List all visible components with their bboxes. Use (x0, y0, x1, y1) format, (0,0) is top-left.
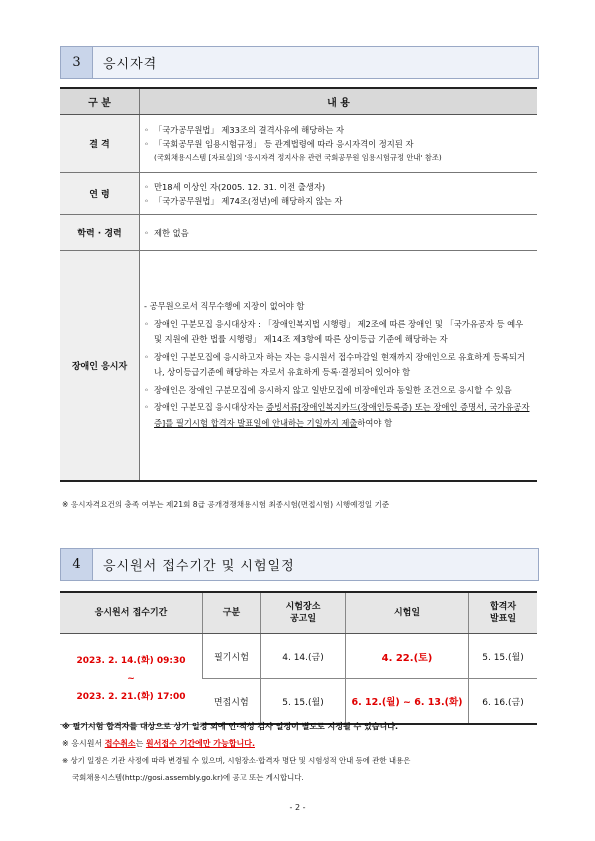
written-result-date: 5. 15.(월) (469, 634, 538, 679)
section-4-title: 응시원서 접수기간 및 시험일정 (103, 559, 295, 574)
period-end: 2023. 2. 21.(화) 17:00 (76, 691, 186, 702)
period-tilde: ~ (127, 673, 135, 684)
disabled-item-1: 장애인 구분모집 응시대상자 : 「장애인복지법 시행령」 제2조에 따른 장애인 및 「국가유공자 등 예우 및 지원에 관한 법률 시행령」 제14조 제3항에 따른 상이등급 기준에 해당하는 자 (154, 318, 524, 345)
age-content: ◦ 만18세 이상인 자(2005. 12. 31. 이전 출생자) ◦ 「국가공무원법」 제74조(정년)에 해당하지 않는 자 (140, 173, 538, 215)
eligibility-header-row (60, 88, 537, 115)
disqualification-item-1: 「국가공무원법」 제33조의 결격사유에 해당하는 자 (154, 124, 344, 135)
written-exam-date: 4. 22.(토) (346, 634, 469, 679)
interview-venue-date: 5. 15.(월) (261, 679, 346, 725)
written-type: 필기시험 (203, 634, 261, 679)
disabled-content: - 공무원으로서 직무수행에 지장이 없어야 함 ◦ 장애인 구분모집 응시대상자 : 「장애인복지법 시행령」 제2조에 따른 장애인 및 「국가유공자 등 예우 및 지원에 관한 법률 시행령」 제14조 제3항에 따른 상이등급 기준에 해당하는 자 ◦ 장애인 구분모집에 응시하고자 하는 자는 응시원서 접수마감일 현재까지 장애인으로 유효하게 등록되거나, 상이등급기준에 해당하는 자로서 유효하게 등록·결정되어 있어야 함 ◦ 장애인은 장애인 구분모집에 응시하지 않고 일반모집에 비장애인과 동일한 조건으로 응시할 수 있음 ◦ 장애인 구분모집 응시대상자는 증빙서류[장애인복지카드(장애인등록증) 또는 장애인 증명서, 국가유공자증]를 필기시험 합격자 발표일에 안내하는 기일까지 제출하여야 함 (140, 251, 538, 481)
schedule-notes (62, 718, 540, 786)
header-type: 구분 (203, 592, 261, 634)
header-result: 합격자 발표일 (469, 592, 538, 634)
disabled-item-2: 장애인 구분모집에 응시하고자 하는 자는 응시원서 접수마감일 현재까지 장애인으로 유효하게 등록되거나, 상이등급기준에 해당하는 자로서 유효하게 등록·결정되어 있어야 함 (154, 351, 526, 378)
schedule-note-3: ※ 상기 일정은 기관 사정에 따라 변경될 수 있으며, 시험장소·합격자 명단 및 시험성적 안내 등에 관한 내용은 국회채용시스템(http://gosi.assembly.go.kr)에 공고 또는 게시합니다. (62, 756, 411, 782)
section-4-number: 4 (61, 549, 93, 580)
section-4-header (60, 548, 539, 581)
schedule-note-1: ※ 필기시험 합격자를 대상으로 상기 일정 외에 인·적성 검사 일정이 별도로 지정될 수 있습니다. (62, 722, 398, 731)
col-category-header: 구 분 (60, 88, 140, 115)
age-item-2: 「국가공무원법」 제74조(정년)에 해당하지 않는 자 (154, 195, 343, 206)
disqualification-item-2-note: (국회채용시스템 [자료실]의 '응시자격 정지사유 관련 국회공무원 임용시험규정 안내' 참조) (154, 152, 442, 162)
disabled-item-4-underlined: 증빙서류[장애인복지카드(장애인등록증) 또는 장애인 증명서, 국가유공자증]를 필기시험 합격자 발표일에 안내하는 기일까지 제출 (154, 402, 530, 428)
eligibility-table (60, 87, 537, 482)
education-content: ◦ 제한 없음 (140, 215, 538, 251)
row-disabled (60, 251, 537, 481)
schedule-table (60, 591, 537, 725)
row-disqualification (60, 115, 537, 173)
interview-type: 면접시험 (203, 679, 261, 725)
interview-exam-date: 6. 12.(월) ~ 6. 13.(화) (346, 679, 469, 725)
disabled-item-3: 장애인은 장애인 구분모집에 응시하지 않고 일반모집에 비장애인과 동일한 조건으로 응시할 수 있음 (154, 384, 512, 395)
header-exam-date: 시험일 (346, 592, 469, 634)
header-period: 응시원서 접수기간 (60, 592, 203, 634)
row-age (60, 173, 537, 215)
row-education (60, 215, 537, 251)
age-label: 연 령 (60, 173, 140, 215)
age-item-1: 만18세 이상인 자(2005. 12. 31. 이전 출생자) (154, 181, 326, 192)
period-start: 2023. 2. 14.(화) 09:30 (76, 655, 186, 666)
written-venue-date: 4. 14.(금) (261, 634, 346, 679)
disqualification-label: 결 격 (60, 115, 140, 173)
disqualification-item-2: 「국회공무원 임용시험규정」 등 관계법령에 따라 응시자격이 정지된 자 (154, 138, 414, 149)
section-3-title: 응시자격 (103, 57, 158, 72)
education-label: 학력 · 경력 (60, 215, 140, 251)
section-3-number: 3 (61, 47, 93, 78)
disqualification-content: ◦ 「국가공무원법」 제33조의 결격사유에 해당하는 자 ◦ 「국회공무원 임용시험규정」 등 관계법령에 따라 응시자격이 정지된 자 (국회채용시스템 [자료실]의 '응시자격 정지사유 관련 국회공무원 임용시험규정 안내' 참조) (140, 115, 538, 173)
schedule-header-row (60, 592, 537, 634)
col-content-header: 내 용 (140, 88, 538, 115)
education-item-1: 제한 없음 (154, 227, 189, 238)
schedule-note-2: ※ 응시원서 접수취소는 원서접수 기간에만 가능합니다. (62, 739, 255, 748)
interview-result-date: 6. 16.(금) (469, 679, 538, 725)
eligibility-note: ※ 응시자격요건의 충족 여부는 제21회 8급 공개경쟁채용시험 최종시험(면접시험) 시행예정일 기준 (62, 500, 390, 509)
disabled-intro: - 공무원으로서 직무수행에 지장이 없어야 함 (144, 301, 305, 312)
application-period (60, 634, 203, 725)
section-3-header (60, 46, 539, 79)
header-venue: 시험장소 공고일 (261, 592, 346, 634)
schedule-row-written (60, 634, 537, 679)
page-number: - 2 - (289, 803, 306, 812)
disabled-label: 장애인 응시자 (60, 251, 140, 481)
disabled-item-4: ◦ 장애인 구분모집 응시대상자는 증빙서류[장애인복지카드(장애인등록증) 또는 장애인 증명서, 국가유공자증]를 필기시험 합격자 발표일에 안내하는 기일까지 제출하여야 함 (144, 402, 530, 428)
